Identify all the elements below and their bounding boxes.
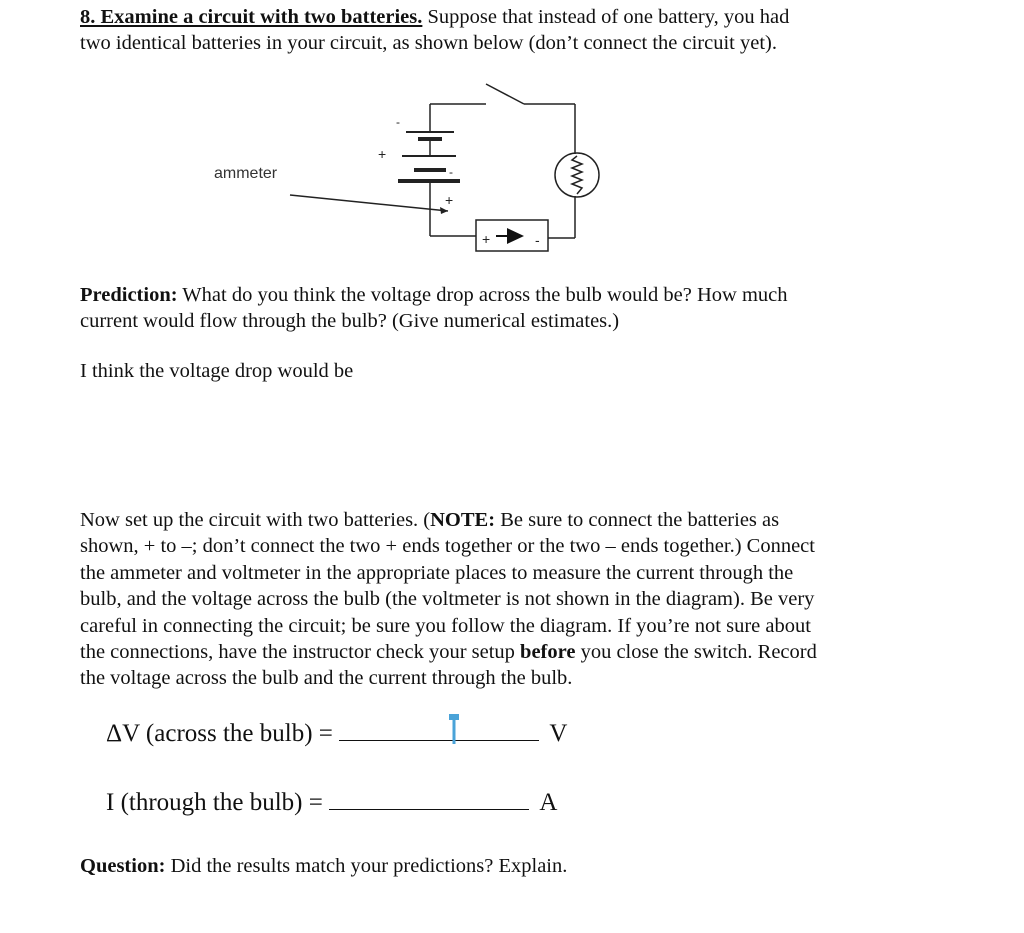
ammeter-plus: + (482, 231, 491, 247)
instructions-text: you close the switch. Record (575, 641, 817, 664)
instructions-line-7: the voltage across the bulb and the current through the bulb. (80, 667, 573, 690)
battery2-minus: - (449, 165, 453, 179)
instructions-text: Now set up the circuit with two batteries. ( (80, 509, 431, 531)
voltage-unit: V (549, 720, 568, 747)
prediction-paragraph (80, 282, 788, 335)
section-heading: 8. Examine a circuit with two batteries. (80, 6, 423, 28)
instructions-line-1 (80, 507, 817, 533)
prediction-line-2: current would flow through the bulb? (Give numerical estimates.) (80, 310, 620, 333)
current-label: I (through the bulb) = (106, 789, 323, 816)
intro-text: Suppose that instead of one battery, you had (422, 6, 790, 28)
bulb-filament (572, 156, 582, 194)
battery-plus-bottom: + (445, 192, 454, 208)
bulb-circle (555, 153, 599, 197)
ammeter-pointer-head (440, 207, 448, 214)
voltage-blank-field[interactable] (339, 714, 539, 741)
voltage-label: ΔV (across the bulb) = (106, 720, 333, 747)
current-blank-field[interactable] (329, 783, 529, 810)
intro-paragraph (80, 4, 789, 57)
current-unit: A (539, 789, 558, 816)
ammeter-pointer-line (290, 195, 448, 211)
instructions-text: Be sure to connect the batteries as (495, 509, 780, 531)
note-label: NOTE: (430, 509, 496, 531)
current-answer-row (106, 783, 557, 817)
instructions-line-2: shown, + to –; don’t connect the two + ends together or the two – ends together.) Connect (80, 535, 815, 558)
before-word: before (520, 641, 576, 664)
instructions-paragraph (80, 507, 817, 692)
ammeter-minus: - (535, 232, 540, 248)
intro-line-1 (80, 4, 789, 30)
instructions-text: the connections, have the instructor check your setup (80, 641, 521, 664)
circuit-diagram (200, 72, 620, 262)
ammeter-arrow (507, 228, 524, 244)
question-text: Did the results match your predictions? Explain. (165, 855, 568, 877)
instructions-line-4: bulb, and the voltage across the bulb (the voltmeter is not shown in the diagram). Be very (80, 588, 815, 611)
intro-line-2: two identical batteries in your circuit, as shown below (don’t connect the circuit yet). (80, 32, 777, 55)
instructions-line-5: careful in connecting the circuit; be sure you follow the diagram. If you’re not sure about (80, 614, 811, 637)
prediction-label: Prediction: (80, 284, 178, 306)
battery-plus-left: + (378, 146, 387, 162)
instructions-line-3: the ammeter and voltmeter in the appropriate places to measure the current through the (80, 561, 794, 584)
prediction-line-1 (80, 282, 788, 308)
ammeter-label: ammeter (214, 165, 278, 182)
question-label: Question: (80, 855, 166, 877)
prediction-response-prompt: I think the voltage drop would be (80, 360, 354, 382)
text-cursor-icon (449, 714, 459, 744)
battery1-minus: - (396, 115, 400, 129)
voltage-answer-row (106, 714, 567, 748)
instructions-line-6 (80, 639, 817, 665)
switch-lever (486, 84, 524, 104)
question-paragraph (80, 853, 567, 879)
prediction-text: What do you think the voltage drop across the bulb would be? How much (177, 284, 788, 306)
